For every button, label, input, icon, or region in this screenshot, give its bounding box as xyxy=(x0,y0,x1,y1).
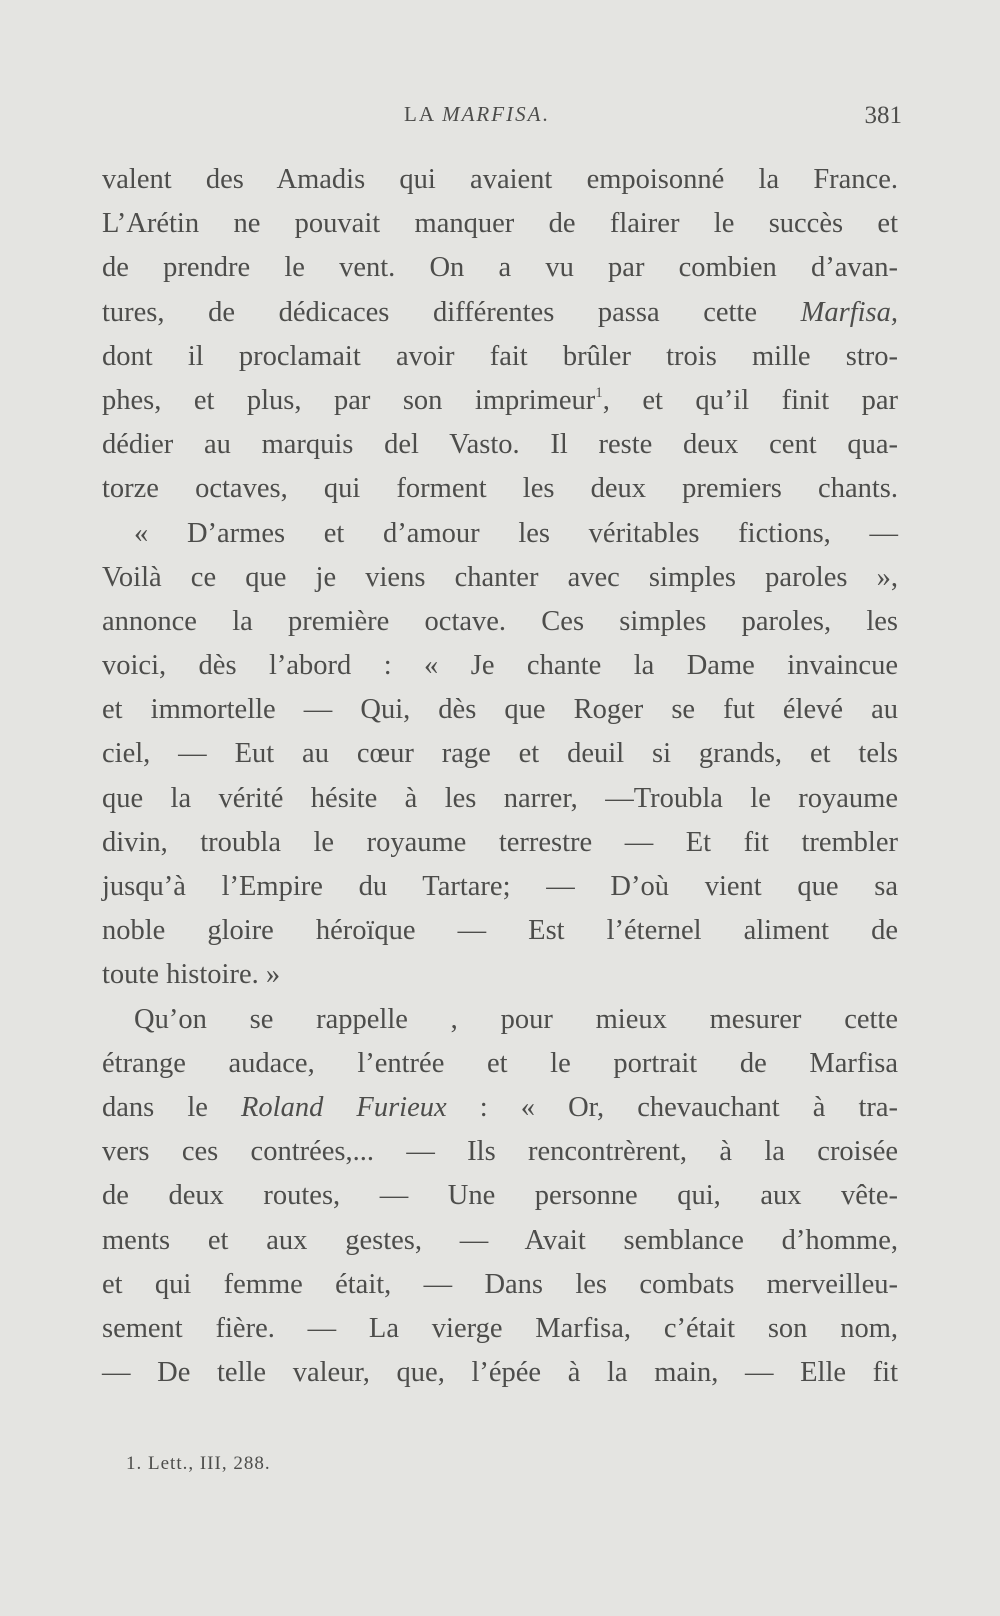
text-line: valent des Amadis qui avaient empoisonné la France. xyxy=(102,164,898,195)
text-line: de deux routes, — Une personne qui, aux vête- xyxy=(102,1180,898,1212)
text-line: étrange audace, l’entrée et le portrait de Marfisa xyxy=(102,1047,898,1079)
text-line: Voilà ce que je viens chanter avec simples paroles », xyxy=(102,561,898,593)
text-line: noble gloire héroïque — Est l’éternel aliment de xyxy=(102,915,898,947)
page-header xyxy=(102,102,902,138)
italic-title: Roland Furieux xyxy=(241,1091,447,1123)
footnote-reference[interactable]: 1 xyxy=(595,384,603,401)
body-text xyxy=(102,158,898,1395)
running-head-suffix: . xyxy=(542,102,550,126)
text-line xyxy=(102,379,898,423)
running-head-prefix: LA xyxy=(404,102,443,126)
text-line: jusqu’à l’Empire du Tartare; — D’où vient que sa xyxy=(102,871,898,902)
text-line: torze octaves, qui forment les deux premiers chants. xyxy=(102,473,898,505)
footnote: 1. Lett., III, 288. xyxy=(126,1453,271,1474)
text-line: dédier au marquis del Vasto. Il reste deux cent qua- xyxy=(102,429,898,461)
text-line: sement fière. — La vierge Marfisa, c’était son nom, xyxy=(102,1312,898,1344)
text-line: toute histoire. » xyxy=(102,959,281,991)
page-number: 381 xyxy=(864,102,902,129)
text-line: « D’armes et d’amour les véritables fictions, — xyxy=(134,517,898,549)
text-line: et qui femme était, — Dans les combats merveilleu- xyxy=(102,1268,898,1300)
running-head-title: MARFISA xyxy=(442,102,543,126)
text-line: ciel, — Eut au cœur rage et deuil si grands, et tels xyxy=(102,738,898,770)
text-line: dont il proclamait avoir fait brûler trois mille stro- xyxy=(102,340,898,372)
text-line: et immortelle — Qui, dès que Roger se fut élevé au xyxy=(102,694,898,726)
text-segment: : « Or, chevauchant à tra- xyxy=(446,1091,899,1123)
running-head xyxy=(404,102,550,127)
text-segment: phes, et plus, par son imprimeur xyxy=(102,384,596,416)
text-segment: dans le xyxy=(102,1091,241,1123)
text-line: L’Arétin ne pouvait manquer de flairer le succès et xyxy=(102,208,898,240)
text-line xyxy=(102,1086,898,1130)
text-line: vers ces contrées,... — Ils rencontrèrent, à la croisée xyxy=(102,1136,898,1168)
text-line: annonce la première octave. Ces simples paroles, les xyxy=(102,605,898,637)
text-segment: , et qu’il finit par xyxy=(602,384,899,416)
text-line: — De telle valeur, que, l’épée à la main, — Elle fit xyxy=(102,1357,898,1389)
text-line: de prendre le vent. On a vu par combien d’avan- xyxy=(102,252,898,284)
italic-title: Marfisa, xyxy=(800,296,898,328)
text-segment: tures, de dédicaces différentes passa cette xyxy=(102,296,801,328)
text-line: que la vérité hésite à les narrer, —Troubla le royaume xyxy=(102,782,898,814)
text-line: divin, troubla le royaume terrestre — Et fit trembler xyxy=(102,826,898,858)
text-line xyxy=(102,291,898,335)
text-line: ments et aux gestes, — Avait semblance d’homme, xyxy=(102,1224,898,1256)
text-line: Qu’on se rappelle , pour mieux mesurer cette xyxy=(134,1003,898,1035)
text-line: voici, dès l’abord : « Je chante la Dame invaincue xyxy=(102,650,898,682)
